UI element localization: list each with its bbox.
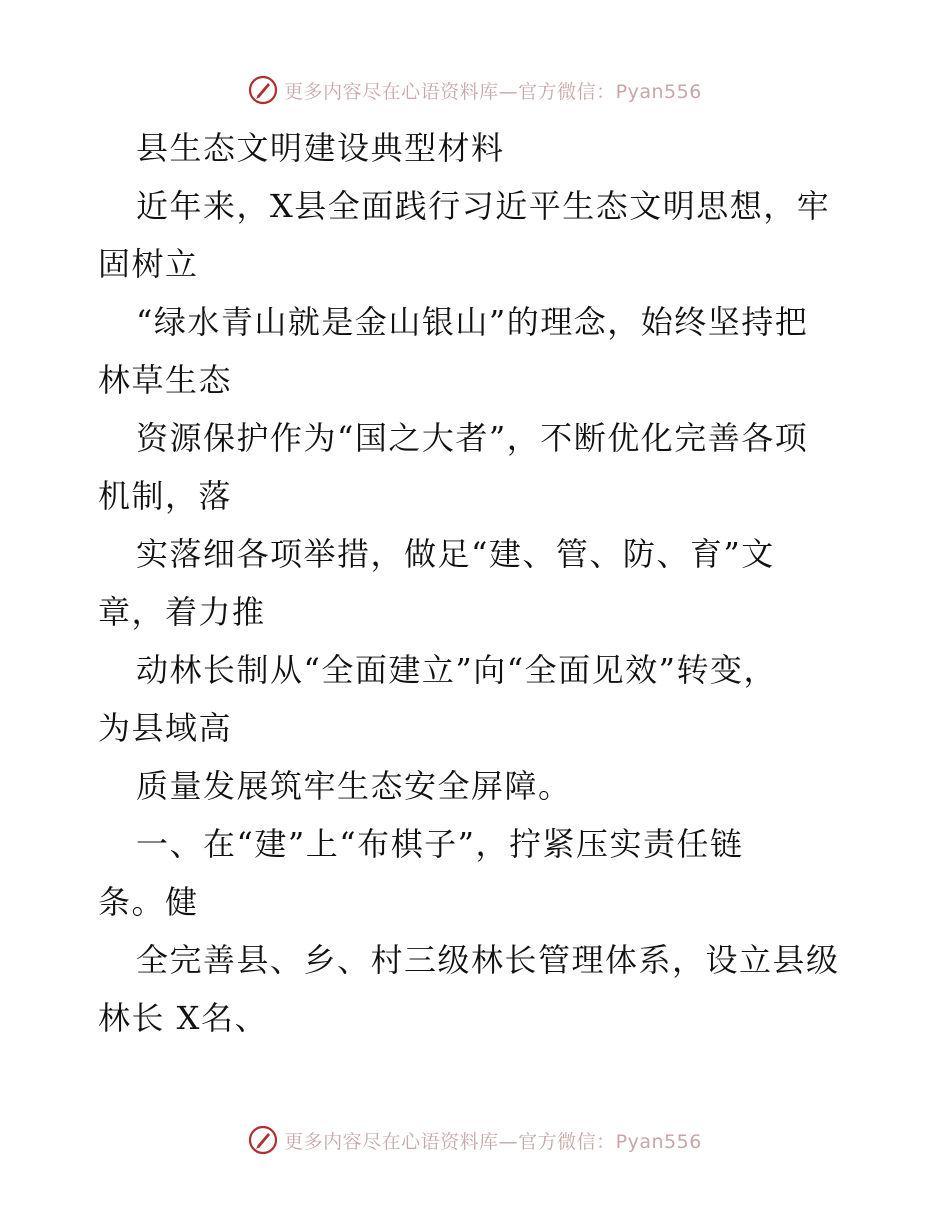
paragraph-line: 实落细各项举措，做足“建、管、防、育”文 [136,535,775,573]
paragraph-line: 资源保护作为“国之大者”，不断优化完善各项 [136,419,809,457]
paragraph-line: “绿水青山就是金山银山”的理念，始终坚持把 [136,303,809,341]
quill-pen-logo-icon [248,75,278,105]
paragraph-line: 条。健 [98,883,199,921]
quill-pen-logo-icon [248,1125,278,1155]
paragraph-line: 为县域高 [98,709,233,747]
paragraph-line: 章，着力推 [98,593,266,631]
paragraph-line: 林草生态 [98,361,233,399]
header-watermark [0,72,950,108]
section-heading-line: 一、在“建”上“布棋子”，拧紧压实责任链 [136,825,744,863]
paragraph-line: 林长 X名、 [98,999,268,1037]
paragraph-line: 全完善县、乡、村三级林长管理体系，设立县级 [136,941,840,979]
document-title: 县生态文明建设典型材料 [136,129,505,167]
paragraph-line: 近年来，X县全面践行习近平生态文明思想，牢 [136,187,831,225]
footer-watermark-text: 更多内容尽在心语资料库—官方微信：Pyan556 [284,1130,702,1153]
paragraph-line: 固树立 [98,245,199,283]
header-watermark-text: 更多内容尽在心语资料库—官方微信：Pyan556 [284,80,702,103]
paragraph-line: 动林长制从“全面建立”向“全面见效”转变， [136,651,777,689]
footer-watermark [0,1122,950,1158]
paragraph-line: 质量发展筑牢生态安全屏障。 [136,767,572,805]
paragraph-line: 机制，落 [98,477,233,515]
